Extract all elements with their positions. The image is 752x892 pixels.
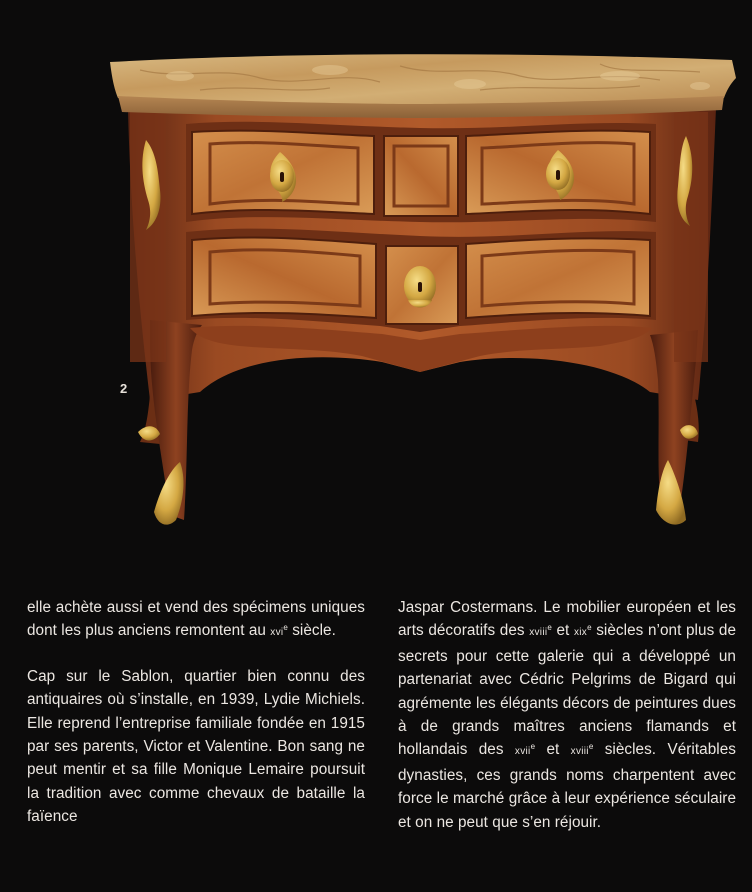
century-superscript: e: [283, 623, 288, 633]
paragraph-right-1-part-3: siècles n’ont plus de secrets pour cette galerie qui a développé un partenariat avec Cédric Pelgrims de Bigard qui agrémente les élégants décors de peintures dues à de grands maîtres anciens flamands et hollandais des: [398, 622, 736, 759]
paragraph-left-1-end: siècle.: [287, 622, 336, 640]
paragraph-left-1: [27, 596, 365, 645]
century-roman: xix: [573, 627, 588, 639]
paragraph-right-1-part-2: et: [551, 622, 574, 640]
paragraph-left-1-text: elle achète aussi et vend des spécimens uniques dont les plus anciens remontent au: [27, 599, 365, 640]
century-roman: xvi: [270, 627, 284, 639]
paragraph-right-1-part-5: siècles. Véritables dynasties, ces grands noms charpentent avec force le marché grâce à leur expérience séculaire et on ne peut que s’en réjouir.: [398, 741, 736, 831]
century-superscript: e: [530, 742, 536, 752]
paragraph-right-1-part-1: Jaspar Costermans. Le mobilier européen et les arts décoratifs des: [398, 599, 736, 640]
century-superscript: e: [547, 623, 552, 633]
century-superscript: e: [588, 742, 594, 752]
century-superscript: e: [587, 623, 592, 633]
century-roman: xviii: [570, 746, 589, 758]
paragraph-right-1-part-4: et: [535, 741, 571, 759]
century-roman: xvii: [514, 746, 531, 758]
century-roman: xviii: [529, 627, 548, 639]
paragraph-left-2: Cap sur le Sablon, quartier bien connu des antiquaires où s’installe, en 1939, Lydie Michiels. Elle reprend l’entreprise familiale fondée en 1915 par ses parents, Victor et Valentine. Bon sang ne peut mentir et sa fille Monique Lemaire poursuit la tradition avec comme chevaux de bataille la faïence: [27, 667, 365, 826]
figure-number: 2: [120, 381, 128, 396]
text-column-right: [398, 596, 736, 834]
paragraph-right-1: [398, 596, 736, 834]
text-column-left: [27, 596, 365, 829]
